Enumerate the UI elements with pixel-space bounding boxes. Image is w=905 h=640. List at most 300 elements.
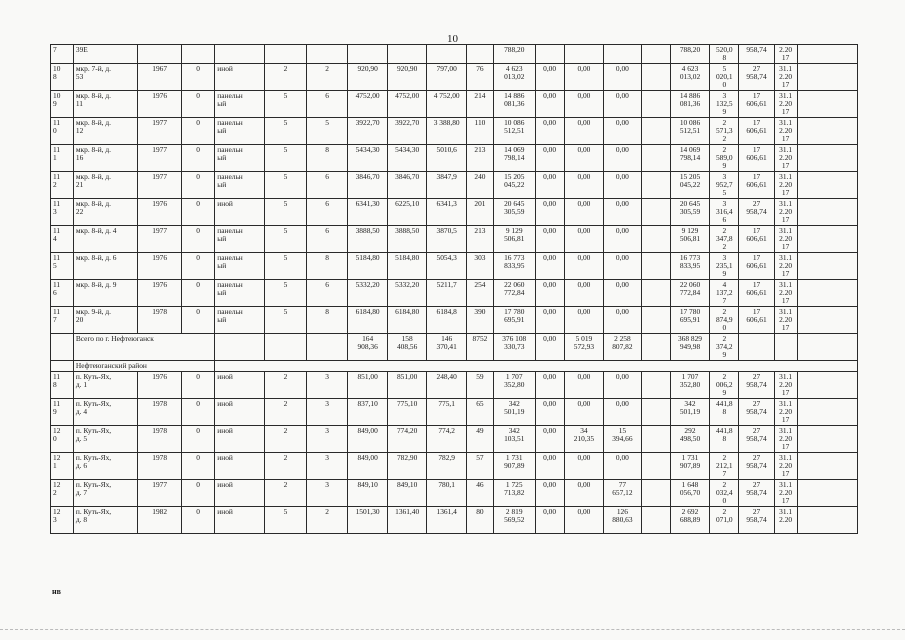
cell-date: 31.1 2.20 17	[774, 91, 797, 118]
subtotal-extra	[797, 334, 857, 361]
cell-wall: панельн ый	[215, 280, 265, 307]
cell-area_living: 4752,00	[387, 91, 427, 118]
cell-no: 11 7	[51, 307, 74, 334]
cell-c3: 0	[182, 280, 215, 307]
cell-area_res: 775,1	[427, 399, 467, 426]
cell-extra	[797, 480, 857, 507]
cell-sum: 1 648 056,70	[670, 480, 710, 507]
cell-people: 213	[466, 145, 493, 172]
cell-date: 31.1 2.20 17	[774, 172, 797, 199]
subtotal-no	[51, 334, 74, 361]
cell-total: 1 707 352,80	[493, 372, 535, 399]
table-row	[51, 307, 858, 334]
cell-area_total	[348, 45, 388, 64]
cell-total: 10 086 512,51	[493, 118, 535, 145]
cell-entrances: 6	[306, 172, 348, 199]
cell-total: 342 501,19	[493, 399, 535, 426]
cell-limit: 27 958,74	[739, 399, 774, 426]
cell-limit: 17 606,61	[739, 118, 774, 145]
cell-area_total: 920,90	[348, 64, 388, 91]
cell-cost_sqm: 5 020,1 0	[710, 64, 739, 91]
cell-people: 49	[466, 426, 493, 453]
cell-date: 31.1 2.20 17	[774, 226, 797, 253]
cell-c15	[641, 253, 670, 280]
cell-people: 240	[466, 172, 493, 199]
cell-c3: 0	[182, 480, 215, 507]
cell-sum: 20 645 305,59	[670, 199, 710, 226]
cell-area_res: 6341,3	[427, 199, 467, 226]
cell-c13: 0,00	[564, 145, 604, 172]
cell-c12: 0,00	[535, 91, 564, 118]
cell-area_res: 782,9	[427, 453, 467, 480]
cell-extra	[797, 226, 857, 253]
cell-c13: 0,00	[564, 253, 604, 280]
table-row	[51, 226, 858, 253]
cell-c3: 0	[182, 372, 215, 399]
cell-entrances: 8	[306, 307, 348, 334]
cell-total: 342 103,51	[493, 426, 535, 453]
cell-wall: иной	[215, 199, 265, 226]
subtotal-c6	[306, 334, 348, 361]
cell-wall: панельн ый	[215, 226, 265, 253]
cell-floors: 2	[265, 453, 307, 480]
cell-total: 20 645 305,59	[493, 199, 535, 226]
cell-limit: 27 958,74	[739, 64, 774, 91]
cell-c15	[641, 226, 670, 253]
cell-c15	[641, 45, 670, 64]
cell-c15	[641, 453, 670, 480]
table-row	[51, 118, 858, 145]
cell-c14: 77 657,12	[604, 480, 641, 507]
cell-address: мкр. 8-й, д. 22	[73, 199, 137, 226]
cell-c12: 0,00	[535, 280, 564, 307]
cell-sum: 1 707 352,80	[670, 372, 710, 399]
cell-people: 213	[466, 226, 493, 253]
cell-c13: 0,00	[564, 64, 604, 91]
cell-date: 31.1 2.20 17	[774, 199, 797, 226]
cell-c3: 0	[182, 453, 215, 480]
cell-area_living: 5184,80	[387, 253, 427, 280]
cell-date: 31.1 2.20 17	[774, 372, 797, 399]
cell-c14: 0,00	[604, 118, 641, 145]
cell-extra	[797, 399, 857, 426]
cell-c14: 0,00	[604, 453, 641, 480]
cell-area_living: 6184,80	[387, 307, 427, 334]
cell-area_res: 774,2	[427, 426, 467, 453]
cell-c15	[641, 280, 670, 307]
cell-area_living	[387, 45, 427, 64]
cell-entrances: 5	[306, 118, 348, 145]
cell-floors: 5	[265, 172, 307, 199]
subtotal-row	[51, 334, 858, 361]
rows-section-city	[51, 45, 858, 334]
cell-wall: панельн ый	[215, 91, 265, 118]
cell-area_res: 780,1	[427, 480, 467, 507]
cell-c15	[641, 118, 670, 145]
cell-c12: 0,00	[535, 372, 564, 399]
table-row	[51, 399, 858, 426]
cell-cost_sqm: 2 589,0 9	[710, 145, 739, 172]
cell-wall: иной	[215, 64, 265, 91]
cell-area_res: 3 388,80	[427, 118, 467, 145]
cell-year: 1976	[138, 253, 182, 280]
subtotal-cost-sqm: 2 374,2 9	[710, 334, 739, 361]
table-row	[51, 453, 858, 480]
cell-area_res: 4 752,00	[427, 91, 467, 118]
cell-c3: 0	[182, 199, 215, 226]
cell-entrances: 8	[306, 253, 348, 280]
cell-area_total: 837,10	[348, 399, 388, 426]
cell-date: 31.1 2.20 17	[774, 453, 797, 480]
cell-c14	[604, 45, 641, 64]
cell-wall	[215, 45, 265, 64]
cell-no: 11 6	[51, 280, 74, 307]
subtotal-c5	[265, 334, 307, 361]
cell-cost_sqm: 520,0 8	[710, 45, 739, 64]
cell-c15	[641, 507, 670, 534]
cell-limit: 27 958,74	[739, 453, 774, 480]
cell-limit: 17 606,61	[739, 172, 774, 199]
table-row	[51, 507, 858, 534]
cell-entrances: 6	[306, 280, 348, 307]
cell-c3: 0	[182, 145, 215, 172]
bottom-rule	[0, 629, 905, 630]
cell-area_total: 849,00	[348, 426, 388, 453]
subtotal-c14: 2 258 807,82	[604, 334, 641, 361]
cell-c14: 0,00	[604, 307, 641, 334]
cell-people: 80	[466, 507, 493, 534]
cell-area_total: 849,10	[348, 480, 388, 507]
cell-c14: 0,00	[604, 399, 641, 426]
cell-total: 2 819 569,52	[493, 507, 535, 534]
cell-address: мкр. 9-й, д. 20	[73, 307, 137, 334]
cell-c12: 0,00	[535, 480, 564, 507]
cell-area_total: 5434,30	[348, 145, 388, 172]
cell-address: п. Куть-Ях, д. 4	[73, 399, 137, 426]
cell-extra	[797, 199, 857, 226]
cell-area_living: 3846,70	[387, 172, 427, 199]
cell-date: 31.1 2.20 17	[774, 253, 797, 280]
cell-area_living: 5332,20	[387, 280, 427, 307]
cell-floors: 5	[265, 280, 307, 307]
table-row	[51, 64, 858, 91]
cell-cost_sqm: 2 874,9 0	[710, 307, 739, 334]
cell-c14: 0,00	[604, 253, 641, 280]
cell-total: 4 623 013,02	[493, 64, 535, 91]
cell-area_total: 1501,30	[348, 507, 388, 534]
table-row	[51, 372, 858, 399]
cell-year	[138, 45, 182, 64]
cell-extra	[797, 91, 857, 118]
cell-area_living: 5434,30	[387, 145, 427, 172]
cell-entrances	[306, 45, 348, 64]
cell-address: мкр. 8-й, д. 6	[73, 253, 137, 280]
cell-sum: 9 129 506,81	[670, 226, 710, 253]
cell-floors: 2	[265, 64, 307, 91]
subtotal-c13: 5 019 572,93	[564, 334, 604, 361]
cell-area_total: 849,00	[348, 453, 388, 480]
cell-limit: 958,74	[739, 45, 774, 64]
cell-limit: 17 606,61	[739, 226, 774, 253]
cell-c13: 0,00	[564, 280, 604, 307]
cell-sum: 16 773 833,95	[670, 253, 710, 280]
subtotal-total: 376 108 330,73	[493, 334, 535, 361]
subtotal-area-living: 158 408,56	[387, 334, 427, 361]
cell-sum: 14 069 798,14	[670, 145, 710, 172]
cell-entrances: 2	[306, 507, 348, 534]
cell-floors: 2	[265, 480, 307, 507]
cell-c13: 0,00	[564, 399, 604, 426]
cell-people: 46	[466, 480, 493, 507]
cell-c14: 0,00	[604, 372, 641, 399]
cell-c13: 0,00	[564, 118, 604, 145]
cell-c15	[641, 426, 670, 453]
cell-year: 1976	[138, 91, 182, 118]
cell-c12: 0,00	[535, 399, 564, 426]
table-row	[51, 172, 858, 199]
cell-c14: 0,00	[604, 226, 641, 253]
cell-people: 57	[466, 453, 493, 480]
cell-area_total: 5184,80	[348, 253, 388, 280]
cell-cost_sqm: 2 347,8 2	[710, 226, 739, 253]
cell-year: 1978	[138, 307, 182, 334]
cell-total: 788,20	[493, 45, 535, 64]
cell-extra	[797, 45, 857, 64]
footer-mark: нв	[52, 587, 61, 596]
section-title-row	[51, 361, 858, 372]
cell-floors: 5	[265, 91, 307, 118]
cell-extra	[797, 145, 857, 172]
housing-table	[50, 44, 858, 534]
cell-c15	[641, 145, 670, 172]
cell-no: 11 0	[51, 118, 74, 145]
cell-c13: 0,00	[564, 480, 604, 507]
cell-no: 12 2	[51, 480, 74, 507]
cell-sum: 342 501,19	[670, 399, 710, 426]
cell-c15	[641, 91, 670, 118]
table-row	[51, 253, 858, 280]
cell-c12: 0,00	[535, 226, 564, 253]
cell-extra	[797, 64, 857, 91]
table-row	[51, 426, 858, 453]
cell-total: 22 060 772,84	[493, 280, 535, 307]
cell-cost_sqm: 3 316,4 6	[710, 199, 739, 226]
cell-entrances: 6	[306, 91, 348, 118]
cell-c15	[641, 480, 670, 507]
cell-limit: 17 606,61	[739, 280, 774, 307]
cell-c3: 0	[182, 91, 215, 118]
cell-floors: 5	[265, 253, 307, 280]
cell-floors: 5	[265, 118, 307, 145]
cell-wall: иной	[215, 480, 265, 507]
cell-wall: панельн ый	[215, 172, 265, 199]
cell-floors: 2	[265, 372, 307, 399]
cell-cost_sqm: 2 571,3 2	[710, 118, 739, 145]
cell-c13: 0,00	[564, 307, 604, 334]
cell-address: мкр. 8-й, д. 4	[73, 226, 137, 253]
cell-people: 254	[466, 280, 493, 307]
cell-date: 31.1 2.20 17	[774, 426, 797, 453]
cell-area_living: 6225,10	[387, 199, 427, 226]
cell-year: 1967	[138, 64, 182, 91]
subtotal-section	[51, 334, 858, 372]
cell-c14: 126 880,63	[604, 507, 641, 534]
cell-sum: 17 780 695,91	[670, 307, 710, 334]
cell-extra	[797, 426, 857, 453]
cell-entrances: 3	[306, 426, 348, 453]
cell-floors: 5	[265, 307, 307, 334]
cell-floors: 5	[265, 199, 307, 226]
cell-no: 12 3	[51, 507, 74, 534]
cell-people: 390	[466, 307, 493, 334]
cell-total: 14 886 081,36	[493, 91, 535, 118]
cell-no: 12 1	[51, 453, 74, 480]
cell-area_total: 4752,00	[348, 91, 388, 118]
cell-area_living: 3922,70	[387, 118, 427, 145]
cell-c13: 0,00	[564, 507, 604, 534]
cell-area_living: 775,10	[387, 399, 427, 426]
cell-address: п. Куть-Ях, д. 1	[73, 372, 137, 399]
cell-entrances: 6	[306, 199, 348, 226]
subtotal-c4	[215, 334, 265, 361]
cell-date: 31.1 2.20	[774, 507, 797, 534]
cell-extra	[797, 307, 857, 334]
cell-year: 1978	[138, 399, 182, 426]
cell-wall: иной	[215, 372, 265, 399]
cell-c12	[535, 45, 564, 64]
section-title-blank	[215, 361, 858, 372]
cell-total: 14 069 798,14	[493, 145, 535, 172]
cell-cost_sqm: 3 952,7 5	[710, 172, 739, 199]
cell-no: 11 3	[51, 199, 74, 226]
cell-no: 11 2	[51, 172, 74, 199]
subtotal-label: Всего по г. Нефтеюганск	[73, 334, 214, 361]
cell-no: 11 1	[51, 145, 74, 172]
cell-year: 1976	[138, 372, 182, 399]
cell-no: 10 8	[51, 64, 74, 91]
cell-area_total: 6184,80	[348, 307, 388, 334]
cell-floors: 5	[265, 507, 307, 534]
cell-people	[466, 45, 493, 64]
cell-area_living: 3888,50	[387, 226, 427, 253]
cell-area_living: 782,90	[387, 453, 427, 480]
cell-wall: иной	[215, 453, 265, 480]
cell-sum: 15 205 045,22	[670, 172, 710, 199]
cell-people: 76	[466, 64, 493, 91]
cell-c3: 0	[182, 307, 215, 334]
cell-wall: иной	[215, 399, 265, 426]
cell-entrances: 3	[306, 480, 348, 507]
cell-sum: 14 886 081,36	[670, 91, 710, 118]
data-table-sheet	[50, 44, 858, 585]
cell-date: 31.1 2.20 17	[774, 307, 797, 334]
cell-people: 214	[466, 91, 493, 118]
cell-total: 16 773 833,95	[493, 253, 535, 280]
cell-total: 1 725 713,82	[493, 480, 535, 507]
cell-limit: 27 958,74	[739, 480, 774, 507]
cell-limit: 17 606,61	[739, 91, 774, 118]
cell-address: мкр. 8-й, д. 9	[73, 280, 137, 307]
table-row	[51, 199, 858, 226]
cell-c13: 0,00	[564, 91, 604, 118]
cell-extra	[797, 253, 857, 280]
cell-area_total: 851,00	[348, 372, 388, 399]
cell-cost_sqm: 4 137,2 7	[710, 280, 739, 307]
cell-date: 31.1 2.20 17	[774, 64, 797, 91]
cell-year: 1978	[138, 426, 182, 453]
table-row	[51, 45, 858, 64]
cell-c13: 0,00	[564, 172, 604, 199]
cell-year: 1977	[138, 118, 182, 145]
cell-c3: 0	[182, 253, 215, 280]
cell-limit: 17 606,61	[739, 307, 774, 334]
cell-sum: 2 692 688,89	[670, 507, 710, 534]
cell-area_res: 5010,6	[427, 145, 467, 172]
cell-extra	[797, 507, 857, 534]
cell-no: 12 0	[51, 426, 74, 453]
cell-c3: 0	[182, 399, 215, 426]
subtotal-date	[774, 334, 797, 361]
cell-c12: 0,00	[535, 199, 564, 226]
cell-c12: 0,00	[535, 118, 564, 145]
cell-total: 9 129 506,81	[493, 226, 535, 253]
cell-year: 1977	[138, 226, 182, 253]
cell-cost_sqm: 2 006,2 9	[710, 372, 739, 399]
cell-no: 11 4	[51, 226, 74, 253]
cell-year: 1977	[138, 145, 182, 172]
cell-limit: 27 958,74	[739, 199, 774, 226]
cell-c3	[182, 45, 215, 64]
cell-date: 31.1 2.20 17	[774, 280, 797, 307]
cell-cost_sqm: 441,8 8	[710, 399, 739, 426]
table-row	[51, 480, 858, 507]
cell-c13: 0,00	[564, 199, 604, 226]
subtotal-c15	[641, 334, 670, 361]
cell-entrances: 3	[306, 453, 348, 480]
cell-wall: панельн ый	[215, 307, 265, 334]
cell-address: п. Куть-Ях, д. 7	[73, 480, 137, 507]
cell-area_living: 774,20	[387, 426, 427, 453]
cell-c14: 0,00	[604, 172, 641, 199]
cell-wall: иной	[215, 426, 265, 453]
cell-area_total: 3846,70	[348, 172, 388, 199]
cell-area_total: 6341,30	[348, 199, 388, 226]
cell-c3: 0	[182, 507, 215, 534]
cell-area_res: 1361,4	[427, 507, 467, 534]
cell-address: п. Куть-Ях, д. 5	[73, 426, 137, 453]
cell-wall: панельн ый	[215, 118, 265, 145]
cell-extra	[797, 118, 857, 145]
cell-c12: 0,00	[535, 253, 564, 280]
table-row	[51, 145, 858, 172]
section-no-cell	[51, 361, 74, 372]
cell-year: 1976	[138, 199, 182, 226]
cell-c13: 0,00	[564, 372, 604, 399]
cell-entrances: 3	[306, 372, 348, 399]
table-row	[51, 91, 858, 118]
cell-date: 31.1 2.20 17	[774, 145, 797, 172]
cell-people: 65	[466, 399, 493, 426]
cell-c14: 0,00	[604, 199, 641, 226]
cell-c14: 0,00	[604, 145, 641, 172]
cell-date: 31.1 2.20 17	[774, 399, 797, 426]
cell-area_total: 3888,50	[348, 226, 388, 253]
cell-entrances: 2	[306, 64, 348, 91]
cell-cost_sqm: 3 132,5 9	[710, 91, 739, 118]
cell-c13: 0,00	[564, 453, 604, 480]
subtotal-c12: 0,00	[535, 334, 564, 361]
cell-sum: 4 623 013,02	[670, 64, 710, 91]
